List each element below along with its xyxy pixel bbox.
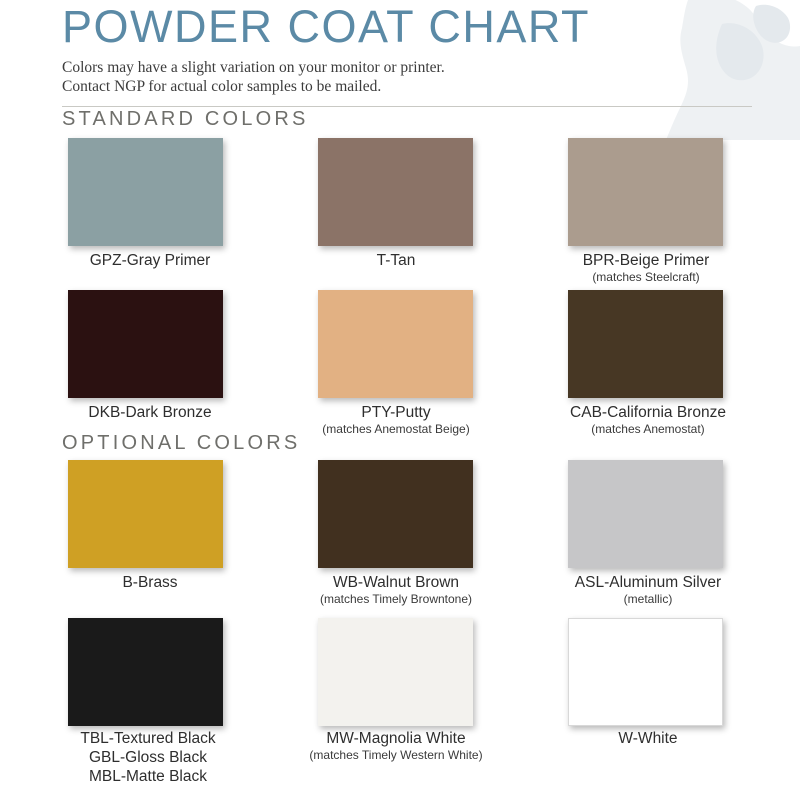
page-title: POWDER COAT CHART <box>62 1 591 52</box>
swatch-asl-aluminum-silver[interactable] <box>568 460 723 568</box>
header-divider-rule <box>62 106 752 107</box>
swatch-label-cab: CAB-California Bronze <box>570 404 726 421</box>
swatch-b-brass[interactable] <box>68 460 223 568</box>
caption-b-brass <box>20 574 280 592</box>
swatch-label-tbl: TBL-Textured Black <box>80 730 216 747</box>
swatch-note-asl: (metallic) <box>623 592 673 606</box>
swatch-textured-black[interactable] <box>68 618 223 726</box>
swatch-label-t-tan: T-Tan <box>376 252 416 269</box>
swatch-label-mw: MW-Magnolia White <box>326 730 466 747</box>
swatch-label-mbl: MBL-Matte Black <box>88 768 207 785</box>
swatch-note-mw: (matches Timely Western White) <box>309 748 483 762</box>
swatch-dkb-dark-bronze[interactable] <box>68 290 223 398</box>
swatch-pty-putty[interactable] <box>318 290 473 398</box>
caption-asl-aluminum-silver <box>518 574 778 607</box>
caption-cab-california-bronze <box>518 404 778 437</box>
swatch-label-dkb: DKB-Dark Bronze <box>88 404 212 421</box>
swatch-note-wb: (matches Timely Browntone) <box>319 592 473 606</box>
swatch-label-gbl: GBL-Gloss Black <box>88 749 207 766</box>
subtitle-line-2: Contact NGP for actual color samples to be mailed. <box>62 78 382 95</box>
swatch-label-pty: PTY-Putty <box>361 404 431 421</box>
swatch-note-pty: (matches Anemostat Beige) <box>322 422 470 436</box>
swatch-note-bpr: (matches Steelcraft) <box>592 270 700 284</box>
swatch-note-cab: (matches Anemostat) <box>591 422 705 436</box>
caption-pty-putty <box>266 404 526 437</box>
section-heading-standard: STANDARD COLORS <box>62 108 309 130</box>
caption-bpr-beige-primer <box>516 252 776 285</box>
caption-mw-magnolia-white <box>266 730 526 763</box>
swatch-label-b-brass: B-Brass <box>122 574 178 591</box>
swatch-gpz-gray-primer[interactable] <box>68 138 223 246</box>
swatch-t-tan[interactable] <box>318 138 473 246</box>
page-header <box>62 2 752 96</box>
section-heading-optional: OPTIONAL COLORS <box>62 432 301 454</box>
caption-t-tan <box>266 252 526 270</box>
swatch-wb-walnut-brown[interactable] <box>318 460 473 568</box>
caption-textured-black <box>18 730 278 786</box>
swatch-label-w-white: W-White <box>618 730 678 747</box>
swatch-w-white[interactable] <box>568 618 723 726</box>
caption-w-white <box>518 730 778 748</box>
swatch-label-asl: ASL-Aluminum Silver <box>574 574 722 591</box>
subtitle-block <box>62 58 752 96</box>
swatch-label-wb: WB-Walnut Brown <box>332 574 460 591</box>
subtitle-line-1: Colors may have a slight variation on your monitor or printer. <box>62 59 445 76</box>
swatch-label-gpz: GPZ-Gray Primer <box>89 252 211 269</box>
caption-gpz-gray-primer <box>20 252 280 270</box>
swatch-cab-california-bronze[interactable] <box>568 290 723 398</box>
swatch-bpr-beige-primer[interactable] <box>568 138 723 246</box>
swatch-label-bpr: BPR-Beige Primer <box>582 252 710 269</box>
caption-wb-walnut-brown <box>266 574 526 607</box>
swatch-mw-magnolia-white[interactable] <box>318 618 473 726</box>
caption-dkb-dark-bronze <box>20 404 280 422</box>
